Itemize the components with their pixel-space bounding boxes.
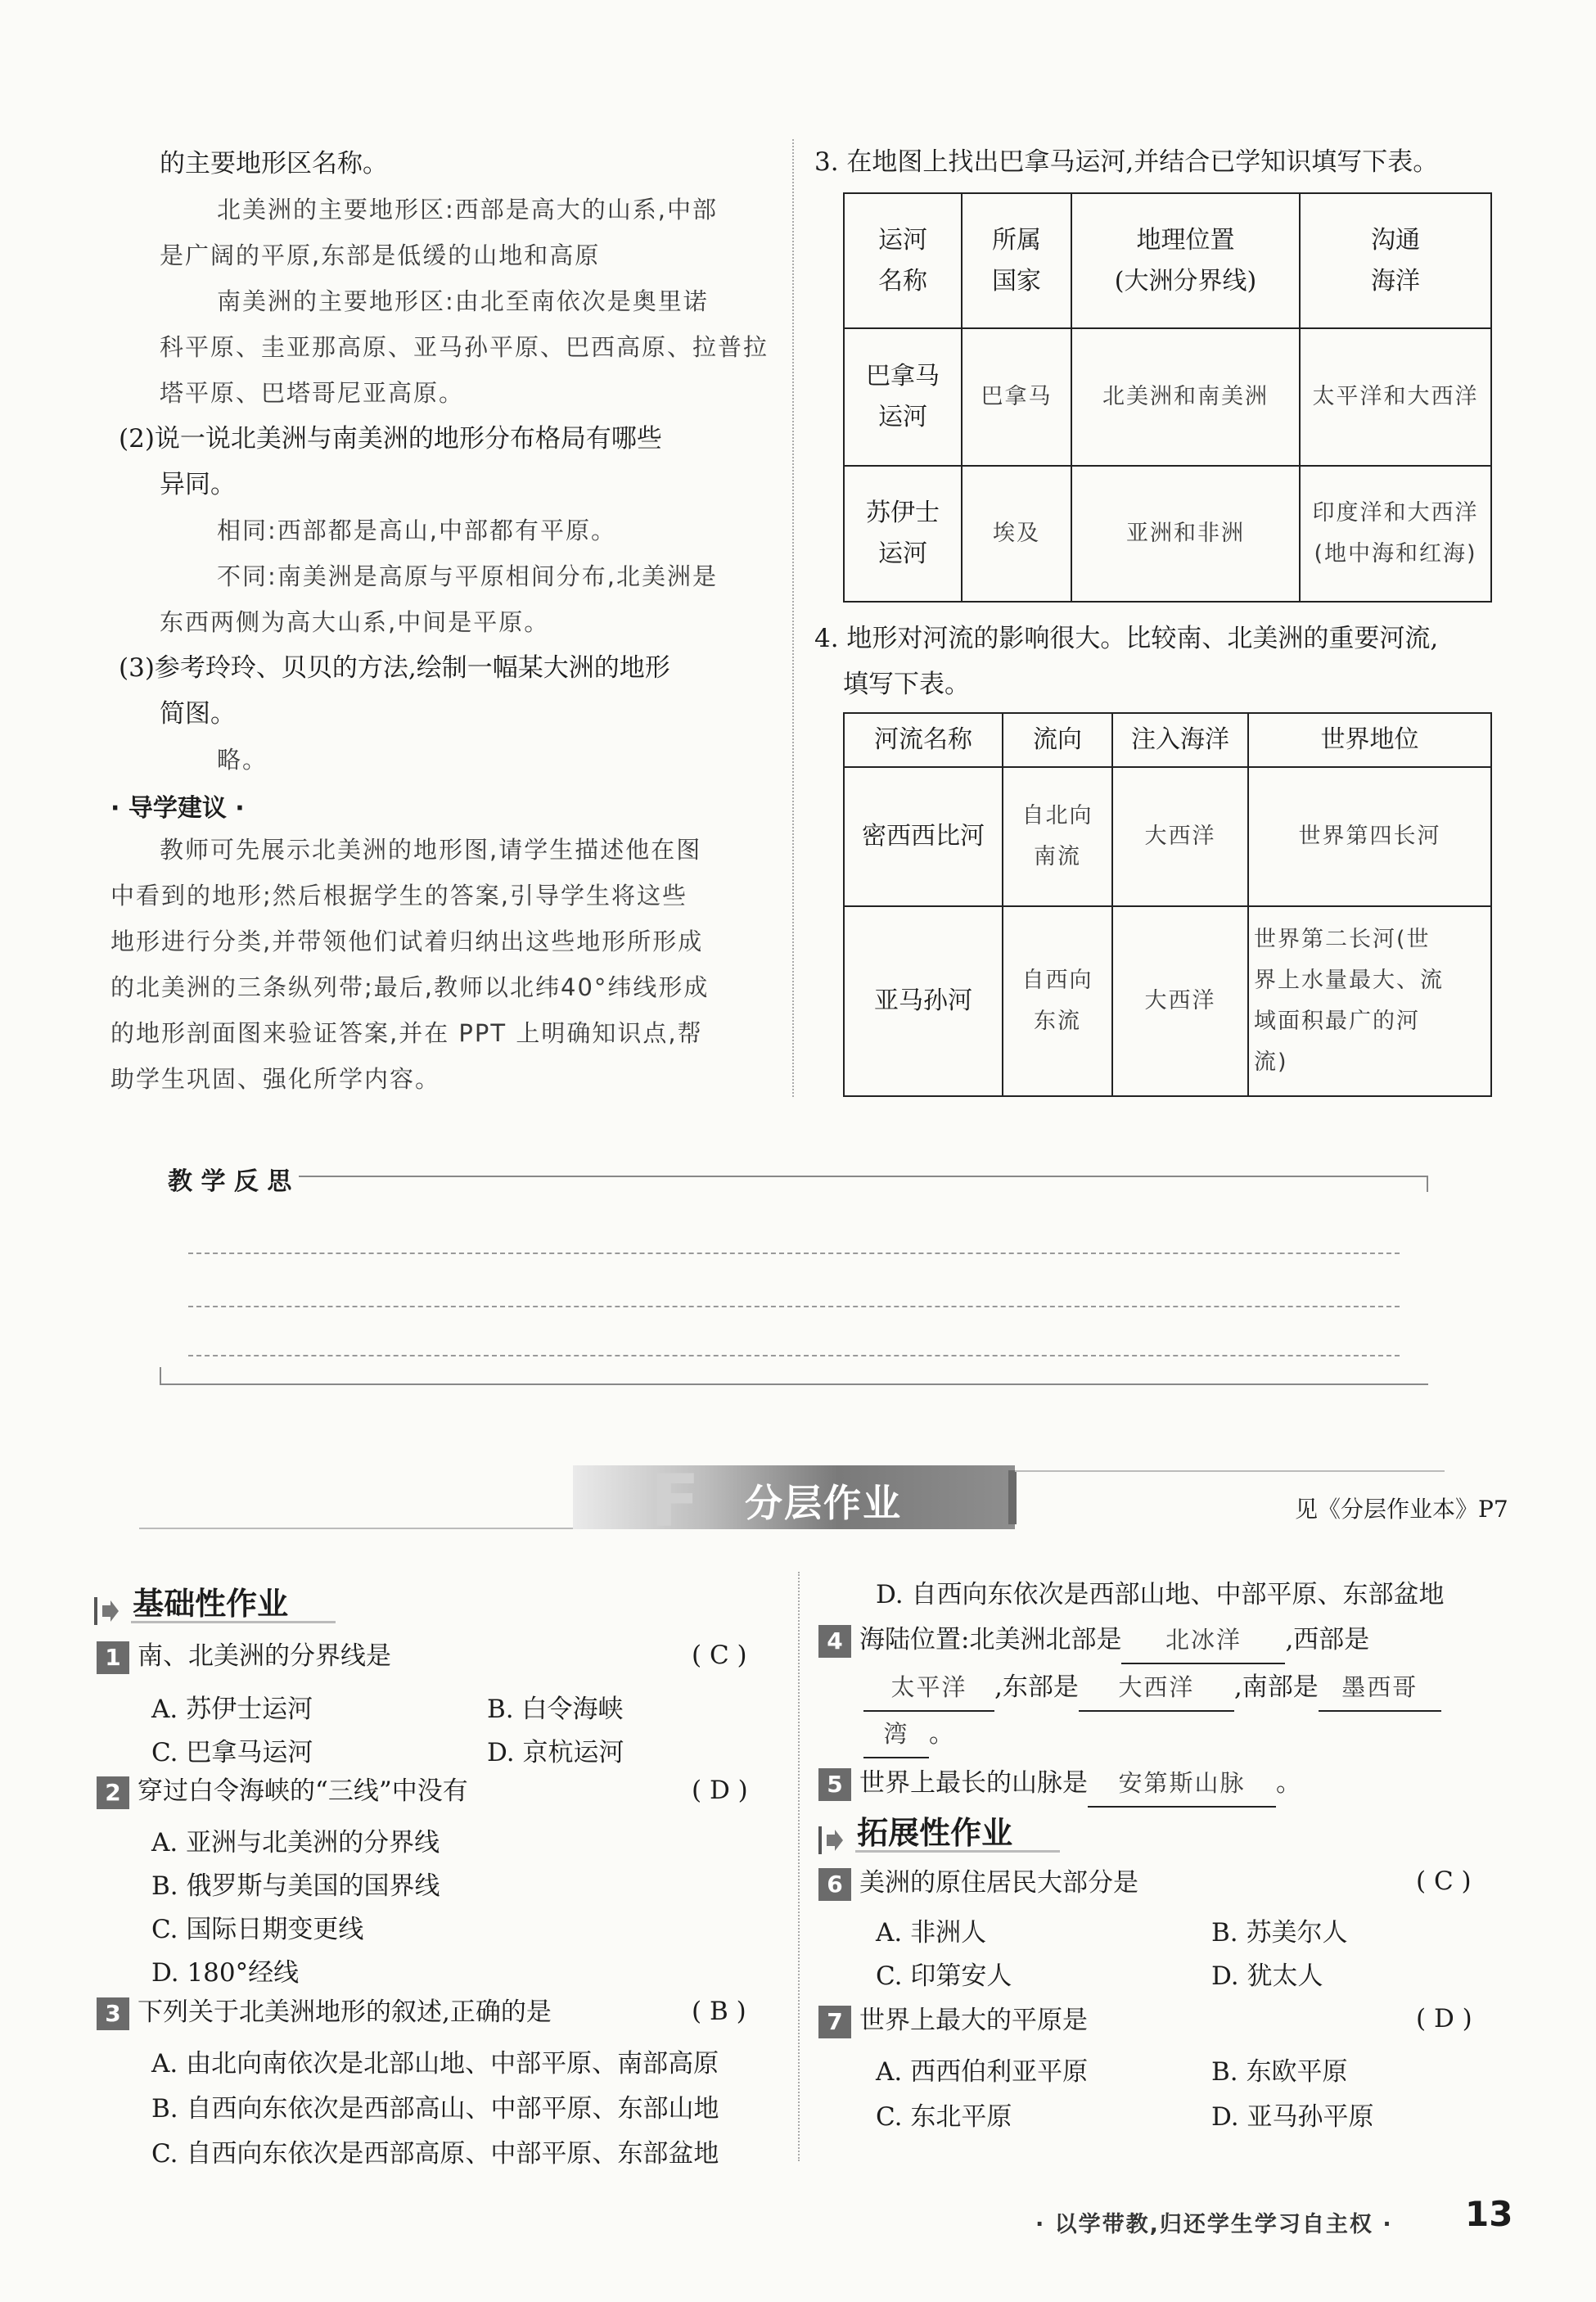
table-cell: 太平洋和大西洋 xyxy=(1300,328,1491,466)
guide-line: 教师可先展示北美洲的地形图,请学生描述他在图 xyxy=(160,836,702,864)
option: D. 犹太人 xyxy=(1211,1961,1323,1991)
question-text: 下列关于北美洲地形的叙述,正确的是 xyxy=(138,1997,552,2027)
option: A. 由北向南依次是北部山地、中部平原、南部高原 xyxy=(151,2049,719,2079)
question-number: 2 xyxy=(97,1776,129,1809)
basic-section-title: 基础性作业 xyxy=(133,1586,289,1622)
reflection-bottom-rule xyxy=(160,1383,1428,1385)
question-6 xyxy=(818,1860,1138,1906)
option: A. 苏伊士运河 xyxy=(151,1695,313,1724)
question-number: 6 xyxy=(818,1868,851,1901)
column-divider xyxy=(792,139,794,1097)
option: A. 西西伯利亚平原 xyxy=(876,2057,1089,2087)
fill-answer: 墨西哥 xyxy=(1319,1664,1441,1712)
section-underline xyxy=(855,1850,1060,1853)
table-cell: 北美洲和南美洲 xyxy=(1071,328,1300,466)
option: B. 自西向东依次是西部高山、中部平原、东部山地 xyxy=(151,2094,719,2124)
table-header: 地理位置 (大洲分界线) xyxy=(1071,193,1300,328)
guide-title: · 导学建议 · xyxy=(110,794,245,823)
page-number: 13 xyxy=(1465,2194,1513,2234)
question-5 xyxy=(818,1760,1301,1808)
river-table xyxy=(843,712,1492,1097)
banner-letter: F xyxy=(651,1459,701,1543)
question-number: 5 xyxy=(818,1768,851,1801)
question-3: (3)参考玲玲、贝贝的方法,绘制一幅某大洲的地形 xyxy=(119,653,670,683)
table-cell: 亚洲和非洲 xyxy=(1071,466,1300,602)
footer-slogan: · 以学带教,归还学生学习自主权 · xyxy=(1035,2212,1393,2237)
option: D. 京杭运河 xyxy=(487,1738,624,1767)
option: B. 俄罗斯与美国的国界线 xyxy=(151,1871,440,1901)
reflection-title: 教 学 反 思 xyxy=(168,1167,292,1196)
option: D. 180°经线 xyxy=(151,1958,300,1988)
question-4-fill-cont xyxy=(863,1664,1510,1712)
section-banner xyxy=(573,1459,1015,1543)
answer-line: 塔平原、巴塔哥尼亚高原。 xyxy=(160,379,465,407)
question-2 xyxy=(97,1768,468,1814)
answer-line: 北美洲的主要地形区:西部是高大的山系,中部 xyxy=(217,196,718,223)
banner-line-left xyxy=(139,1528,573,1529)
fill-answer: 大西洋 xyxy=(1079,1664,1234,1712)
question-text: 穿过白令海峡的“三线”中没有 xyxy=(138,1776,468,1806)
answer-line: 是广阔的平原,东部是低缓的山地和高原 xyxy=(160,241,601,269)
question-3-cont: 简图。 xyxy=(160,699,236,729)
table-cell: 自北向 南流 xyxy=(1003,767,1112,906)
table-cell: 苏伊士 运河 xyxy=(844,466,962,602)
question-number: 4 xyxy=(818,1625,851,1658)
extend-section-title: 拓展性作业 xyxy=(857,1815,1013,1851)
question-text: 海陆位置:北美洲北部是 xyxy=(859,1625,1122,1654)
question-2: (2)说一说北美洲与南美洲的地形分布格局有哪些 xyxy=(119,424,662,454)
question-text: 美洲的原住居民大部分是 xyxy=(859,1868,1138,1898)
option: C. 东北平原 xyxy=(876,2102,1012,2132)
banner-line-right xyxy=(1015,1470,1445,1472)
guide-line: 中看到的地形;然后根据学生的答案,引导学生将这些 xyxy=(110,882,688,910)
table-cell: 世界第二长河(世 界上水量最大、流 域面积最广的河 流) xyxy=(1248,906,1491,1096)
writing-line xyxy=(188,1253,1400,1254)
fill-answer: 太平洋 xyxy=(863,1664,994,1712)
table-header: 沟通 海洋 xyxy=(1300,193,1491,328)
arrow-icon xyxy=(94,1597,122,1625)
table-header: 注入海洋 xyxy=(1112,713,1248,767)
table-header: 流向 xyxy=(1003,713,1112,767)
guide-line: 地形进行分类,并带领他们试着归纳出这些地形所形成 xyxy=(110,928,704,955)
question-text: 世界上最长的山脉是 xyxy=(859,1768,1088,1798)
option: B. 东欧平原 xyxy=(1211,2057,1348,2087)
fill-answer: 湾 xyxy=(863,1711,929,1758)
answer-line: 南美洲的主要地形区:由北至南依次是奥里诺 xyxy=(217,287,709,315)
reflection-rule-end xyxy=(1427,1176,1428,1192)
question-text: ,东部是 xyxy=(994,1672,1079,1702)
extend-section-header xyxy=(818,1808,1012,1854)
option: D. 自西向东依次是西部山地、中部平原、东部盆地 xyxy=(876,1580,1445,1609)
option: C. 巴拿马运河 xyxy=(151,1738,313,1767)
question-7 xyxy=(818,1997,1088,2043)
fill-answer: 安第斯山脉 xyxy=(1088,1760,1276,1808)
answer-line: 略。 xyxy=(217,746,268,774)
answer-bracket: ( B ) xyxy=(692,1997,746,2026)
basic-section-header xyxy=(94,1578,288,1625)
question-number: 1 xyxy=(97,1641,129,1674)
question-text: ,西部是 xyxy=(1285,1625,1370,1654)
writing-line xyxy=(188,1306,1400,1307)
section-underline xyxy=(131,1621,336,1623)
table-cell: 巴拿马 xyxy=(962,328,1071,466)
table-header: 世界地位 xyxy=(1248,713,1491,767)
guide-body xyxy=(110,827,765,1102)
answer-bracket: ( C ) xyxy=(1416,1866,1472,1896)
answer-line: 相同:西部都是高山,中部都有平原。 xyxy=(217,517,616,544)
question-4-title-cont: 填写下表。 xyxy=(843,670,970,699)
question-text: 南、北美洲的分界线是 xyxy=(138,1641,391,1671)
answer-line: 不同:南美洲是高原与平原相间分布,北美洲是 xyxy=(217,562,718,590)
option: C. 印第安人 xyxy=(876,1961,1012,1991)
question-3 xyxy=(97,1989,552,2035)
answer-bracket: ( D ) xyxy=(692,1776,748,1805)
option: C. 自西向东依次是西部高原、中部平原、东部盆地 xyxy=(151,2139,719,2169)
answer-line: 东西两侧为高大山系,中间是平原。 xyxy=(160,608,550,636)
fill-answer: 北冰洋 xyxy=(1121,1617,1285,1664)
answer-line: 科平原、圭亚那高原、亚马孙平原、巴西高原、拉普拉 xyxy=(160,333,769,361)
option: A. 亚洲与北美洲的分界线 xyxy=(151,1828,440,1857)
table-header: 运河 名称 xyxy=(844,193,962,328)
question-1 xyxy=(97,1633,391,1679)
arrow-icon xyxy=(818,1826,846,1854)
table-cell: 大西洋 xyxy=(1112,767,1248,906)
question-3-title: 3. 在地图上找出巴拿马运河,并结合已学知识填写下表。 xyxy=(814,147,1439,177)
question-4-title: 4. 地形对河流的影响很大。比较南、北美洲的重要河流, xyxy=(814,624,1439,653)
question-text: ,南部是 xyxy=(1233,1672,1319,1702)
left-top-block xyxy=(110,141,782,783)
guide-line: 助学生巩固、强化所学内容。 xyxy=(110,1065,441,1093)
question-text: 。 xyxy=(929,1719,954,1749)
table-cell: 自西向 东流 xyxy=(1003,906,1112,1096)
answer-bracket: ( C ) xyxy=(692,1641,747,1670)
reflection-left-tick xyxy=(160,1367,161,1383)
column-divider xyxy=(798,1572,800,2161)
question-2-cont: 异同。 xyxy=(160,470,236,499)
answer-bracket: ( D ) xyxy=(1416,2004,1472,2033)
table-cell: 密西西比河 xyxy=(844,767,1003,906)
canal-table xyxy=(843,192,1492,603)
banner-bar xyxy=(1008,1470,1017,1524)
reflection-rule xyxy=(299,1176,1428,1177)
table-cell: 世界第四长河 xyxy=(1248,767,1491,906)
option: B. 苏美尔人 xyxy=(1211,1918,1348,1948)
option: C. 国际日期变更线 xyxy=(151,1915,364,1944)
option: D. 亚马孙平原 xyxy=(1211,2102,1374,2132)
option: A. 非洲人 xyxy=(876,1918,987,1948)
question-4-fill-end xyxy=(863,1711,954,1758)
table-cell: 巴拿马 运河 xyxy=(844,328,962,466)
table-cell: 亚马孙河 xyxy=(844,906,1003,1096)
question-number: 7 xyxy=(818,2006,851,2038)
option: B. 白令海峡 xyxy=(487,1695,624,1724)
table-header: 河流名称 xyxy=(844,713,1003,767)
guide-line: 的北美洲的三条纵列带;最后,教师以北纬40°纬线形成 xyxy=(110,973,710,1001)
question-text: 世界上最大的平原是 xyxy=(859,2006,1088,2035)
table-header: 所属 国家 xyxy=(962,193,1071,328)
guide-line: 的地形剖面图来验证答案,并在 PPT 上明确知识点,帮 xyxy=(110,1019,703,1047)
table-cell: 大西洋 xyxy=(1112,906,1248,1096)
question-text: 。 xyxy=(1276,1768,1301,1798)
question-tail: 的主要地形区名称。 xyxy=(160,149,388,178)
table-cell: 印度洋和大西洋 (地中海和红海) xyxy=(1300,466,1491,602)
banner-ref: 见《分层作业本》P7 xyxy=(1295,1496,1508,1523)
question-4-fill xyxy=(818,1617,1498,1664)
writing-line xyxy=(188,1355,1400,1356)
question-number: 3 xyxy=(97,1997,129,2030)
banner-title: 分层作业 xyxy=(745,1481,902,1525)
table-cell: 埃及 xyxy=(962,466,1071,602)
